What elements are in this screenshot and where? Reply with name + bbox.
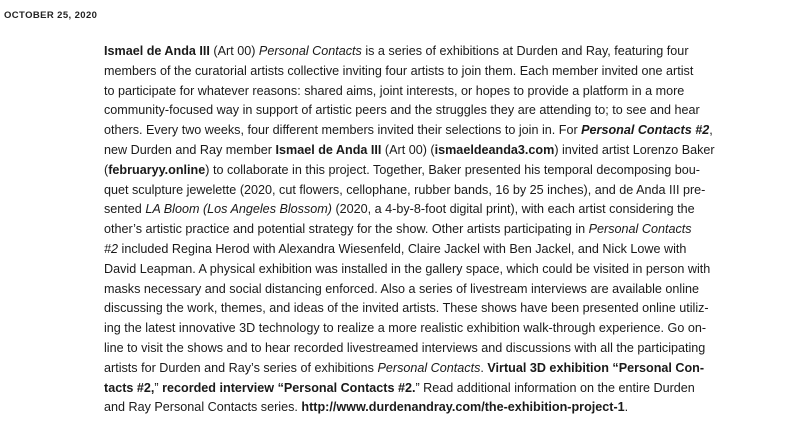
paragraph-line <box>104 200 714 220</box>
text-run: . <box>624 400 629 415</box>
text-run: masks necessary and social distancing enforced. Also a series of livestream interviews are available online <box>104 281 699 296</box>
text-run: Personal Contacts <box>377 360 481 375</box>
text-link[interactable]: Virtual 3D exhibition “Personal Con- <box>487 360 705 375</box>
text-run: ) to collaborate in this project. Together, Baker presented his temporal decomposing bou- <box>205 162 700 177</box>
paragraph-line <box>104 62 714 82</box>
text-run: is a series of exhibitions at Durden and Ray, featuring four <box>361 44 689 58</box>
paragraph-line <box>104 339 714 359</box>
text-run: ( <box>104 162 109 177</box>
paragraph-line <box>104 161 714 181</box>
paragraph-line <box>104 319 714 339</box>
text-run: , <box>709 123 713 138</box>
text-run: Ismael de Anda III <box>104 44 210 58</box>
text-run: ” <box>154 380 163 395</box>
paragraph-line <box>104 42 714 62</box>
paragraph-line <box>104 101 714 121</box>
paragraph-line <box>104 181 714 201</box>
text-link[interactable]: recorded interview “Personal Contacts #2. <box>162 380 416 395</box>
text-run: artists for Durden and Ray’s series of exhibitions <box>104 360 378 375</box>
paragraph-line <box>104 280 714 300</box>
text-run: Personal Contacts <box>588 222 692 237</box>
text-run: included Regina Herod with Alexandra Wiesenfeld, Claire Jackel with Ben Jackel, and Nick Lowe with <box>118 241 687 256</box>
text-run: new Durden and Ray member <box>104 142 276 157</box>
text-run: (Art 00) <box>209 44 259 58</box>
paragraph-line <box>104 141 714 161</box>
text-run: to participate for whatever reasons: shared aims, joint interests, or hopes to provide a platform in a more <box>104 83 685 98</box>
text-run: quet sculpture jewelette (2020, cut flowers, cellophane, rubber bands, 16 by 25 inches), and de Anda III pre- <box>104 182 706 197</box>
text-run: other’s artistic practice and potential strategy for the show. Other artists participating in <box>104 222 589 237</box>
paragraph-line <box>104 82 714 102</box>
paragraph-line <box>104 359 714 379</box>
article-body <box>104 42 714 418</box>
post-date: OCTOBER 25, 2020 <box>4 10 98 21</box>
paragraph-line <box>104 220 714 240</box>
text-run: . <box>480 360 488 375</box>
text-link[interactable]: http://www.durdenandray.com/the-exhibition-project-1 <box>301 400 625 415</box>
text-run: #2 <box>104 241 119 256</box>
text-run: Personal Contacts #2 <box>581 123 710 138</box>
text-run: ” Read additional information on the entire Durden <box>415 380 695 395</box>
text-run: ) invited artist Lorenzo Baker <box>554 142 715 157</box>
text-run: Ismael de Anda III <box>275 142 382 157</box>
text-run: (2020, a 4-by-8-foot digital print), with each artist considering the <box>331 202 695 217</box>
text-run: and Ray Personal Contacts series. <box>104 400 302 415</box>
text-run: community-focused way in support of artistic peers and the struggles they are attending to; to see and hear <box>104 103 700 118</box>
text-run: David Leapman. A physical exhibition was installed in the gallery space, which could be visited in person with <box>104 261 711 276</box>
paragraph-line <box>104 240 714 260</box>
text-link[interactable]: februaryy.online <box>108 162 206 177</box>
text-run: members of the curatorial artists collective inviting four artists to join them. Each member invited one artist <box>104 63 694 78</box>
paragraph-line <box>104 379 714 399</box>
text-run: line to visit the shows and to hear recorded livestreamed interviews and discussions with all the participating <box>104 340 706 355</box>
text-run: ing the latest innovative 3D technology to realize a more realistic exhibition walk-through experience. Go on- <box>104 321 707 336</box>
text-link[interactable]: ismaeldeanda3.com <box>434 142 555 157</box>
paragraph-line <box>104 260 714 280</box>
text-run: sented <box>104 202 146 217</box>
text-run: others. Every two weeks, four different members invited their selections to join in. For <box>104 123 582 138</box>
text-run: discussing the work, themes, and ideas of the invited artists. These shows have been presented online utiliz- <box>104 301 709 316</box>
text-run: (Art 00) ( <box>381 142 435 157</box>
paragraph-line <box>104 121 714 141</box>
paragraph-line <box>104 398 714 418</box>
text-link[interactable]: tacts #2, <box>104 380 155 395</box>
text-run: Personal Contacts <box>258 44 362 58</box>
paragraph-line <box>104 299 714 319</box>
text-run: LA Bloom (Los Angeles Blossom) <box>145 202 332 217</box>
